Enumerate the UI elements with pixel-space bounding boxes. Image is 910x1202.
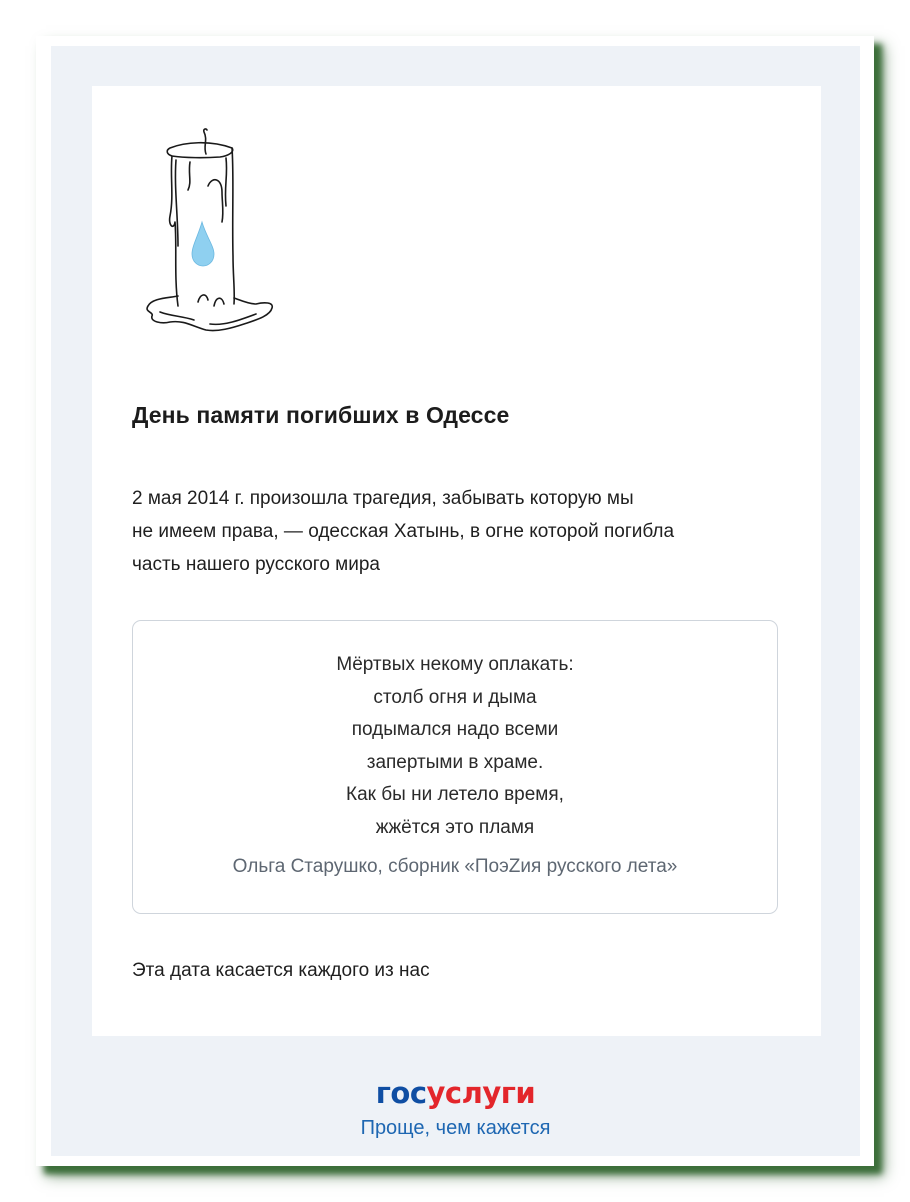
content-card	[92, 86, 821, 1036]
poem-line: Как бы ни летело время,	[346, 784, 564, 805]
logo-part-uslugi: услуги	[426, 1076, 536, 1110]
screenshot-frame	[36, 36, 874, 1166]
email-title: День памяти погибших в Одессе	[132, 402, 510, 428]
gosuslugi-logo[interactable]	[51, 1076, 860, 1110]
intro-line: часть нашего русского мира	[132, 554, 380, 575]
poem-line: жжётся это пламя	[375, 816, 535, 838]
poem-line: столб огня и дыма	[373, 686, 537, 708]
intro-paragraph	[132, 482, 782, 581]
intro-line: не имеем права, — одесская Хатынь, в огне которой погибла	[132, 521, 675, 542]
poem-attribution: Ольга Старушко, сборник «ПоэZия русского лета»	[232, 856, 678, 877]
email-body	[51, 46, 860, 1156]
poem-quote-box	[132, 620, 778, 914]
poem-line: Мёртвых некому оплакать:	[336, 654, 574, 675]
candle-icon	[140, 126, 280, 338]
intro-line: 2 мая 2014 г. произошла трагедия, забывать которую мы	[132, 488, 634, 509]
closing-text: Эта дата касается каждого из нас	[132, 960, 430, 981]
logo-part-gos: гос	[375, 1076, 427, 1110]
footer-tagline: Проще, чем кажется	[360, 1117, 551, 1139]
footer	[51, 1076, 860, 1142]
poem-line: подымался надо всеми	[351, 719, 559, 740]
poem-verse	[133, 621, 777, 844]
poem-line: запертыми в храме.	[366, 751, 544, 773]
